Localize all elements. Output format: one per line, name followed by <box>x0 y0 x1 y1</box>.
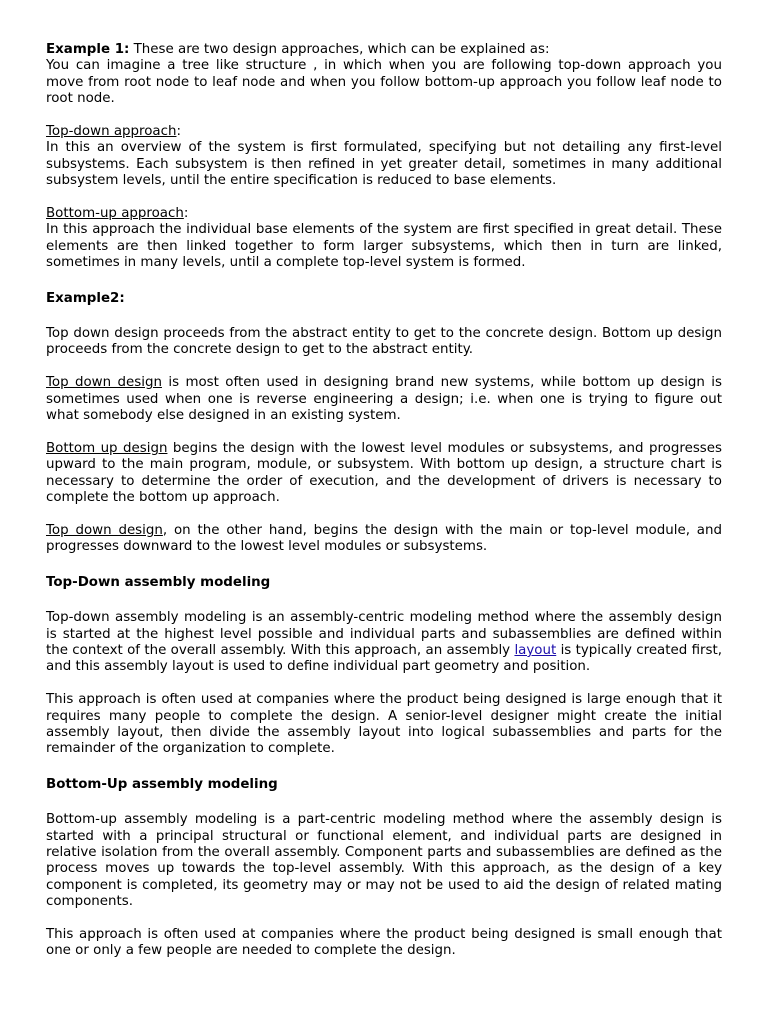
topdown-assembly-paragraph-1: Top-down assembly modeling is an assembly-centric modeling method where the assembly design is started at the highest level possible and individual parts and subassemblies are defined within the context of the overall assembly. With this approach, an assembly layout is typically created first, and this assembly layout is used to define individual part geometry and position. <box>46 610 723 675</box>
bottomup-approach-body: In this approach the individual base elements of the system are first specified in great detail. These elements are then linked together to form larger subsystems, which then in turn are linked, sometimes in many levels, until a complete top-level system is formed. <box>46 222 722 271</box>
example2-paragraph-4: Top down design, on the other hand, begins the design with the main or top-level module, and progresses downward to the lowest level modules or subsystems. <box>46 522 723 555</box>
bottomup-assembly-paragraph-1: Bottom-up assembly modeling is a part-centric modeling method where the assembly design is started with a principal structural or functional element, and individual parts are designed in relative isolation from the overall assembly. Component parts and subassemblies are defined as the process moves up towards the top-level assembly. With this approach, as the design of a key component is completed, its geometry may or may not be used to aid the design of related mating components. <box>46 812 722 910</box>
bottomup-approach-heading: Bottom-up approach: <box>46 206 189 222</box>
example2-paragraph-3: Bottom up design begins the design with the lowest level modules or subsystems, and progresses upward to the main program, module, or subsystem. With bottom up design, a structure chart is necessary to determine the order of execution, and the development of drivers is necessary to complete the bottom up approach. <box>46 440 722 506</box>
example1-label: Example 1: <box>46 42 130 57</box>
topdown-approach-heading: Top-down approach: <box>46 124 181 140</box>
topdown-approach-body: In this an overview of the system is first formulated, specifying but not detailing any first-level subsystems. Each subsystem is then refined in yet greater detail, sometimes in many additional subsystem levels, until the entire specification is reduced to base elements. <box>46 140 722 189</box>
layout-link[interactable]: layout <box>514 642 557 658</box>
bottomup-assembly-heading: Bottom-Up assembly modeling <box>46 776 278 792</box>
example2-paragraph-2: Top down design is most often used in designing brand new systems, while bottom up design is sometimes used when one is reverse engineering a design; i.e. when one is trying to figure out what somebody else designed in an existing system. <box>46 375 723 424</box>
example2-paragraph-1: Top down design proceeds from the abstract entity to get to the concrete design. Bottom up design proceeds from the concrete design to get to the abstract entity. <box>46 326 722 358</box>
topdown-assembly-paragraph-2: This approach is often used at companies where the product being designed is large enough that it requires many people to complete the design. A senior-level designer might create the initial assembly layout, then divide the assembly layout into logical subassemblies and parts for the remainder of the organization to complete. <box>46 692 722 757</box>
example1-intro: Example 1: These are two design approaches, which can be explained as: <box>46 42 550 57</box>
topdown-assembly-heading: Top-Down assembly modeling <box>46 574 271 590</box>
bottomup-assembly-paragraph-2: This approach is often used at companies where the product being designed is small enough that one or only a few people are needed to complete the design. <box>46 926 722 959</box>
example2-label: Example2: <box>46 290 125 306</box>
example1-body: You can imagine a tree like structure , in which when you are following top-down approach you move from root node to leaf node and when you follow bottom-up approach you follow leaf node to root node. <box>46 58 722 107</box>
